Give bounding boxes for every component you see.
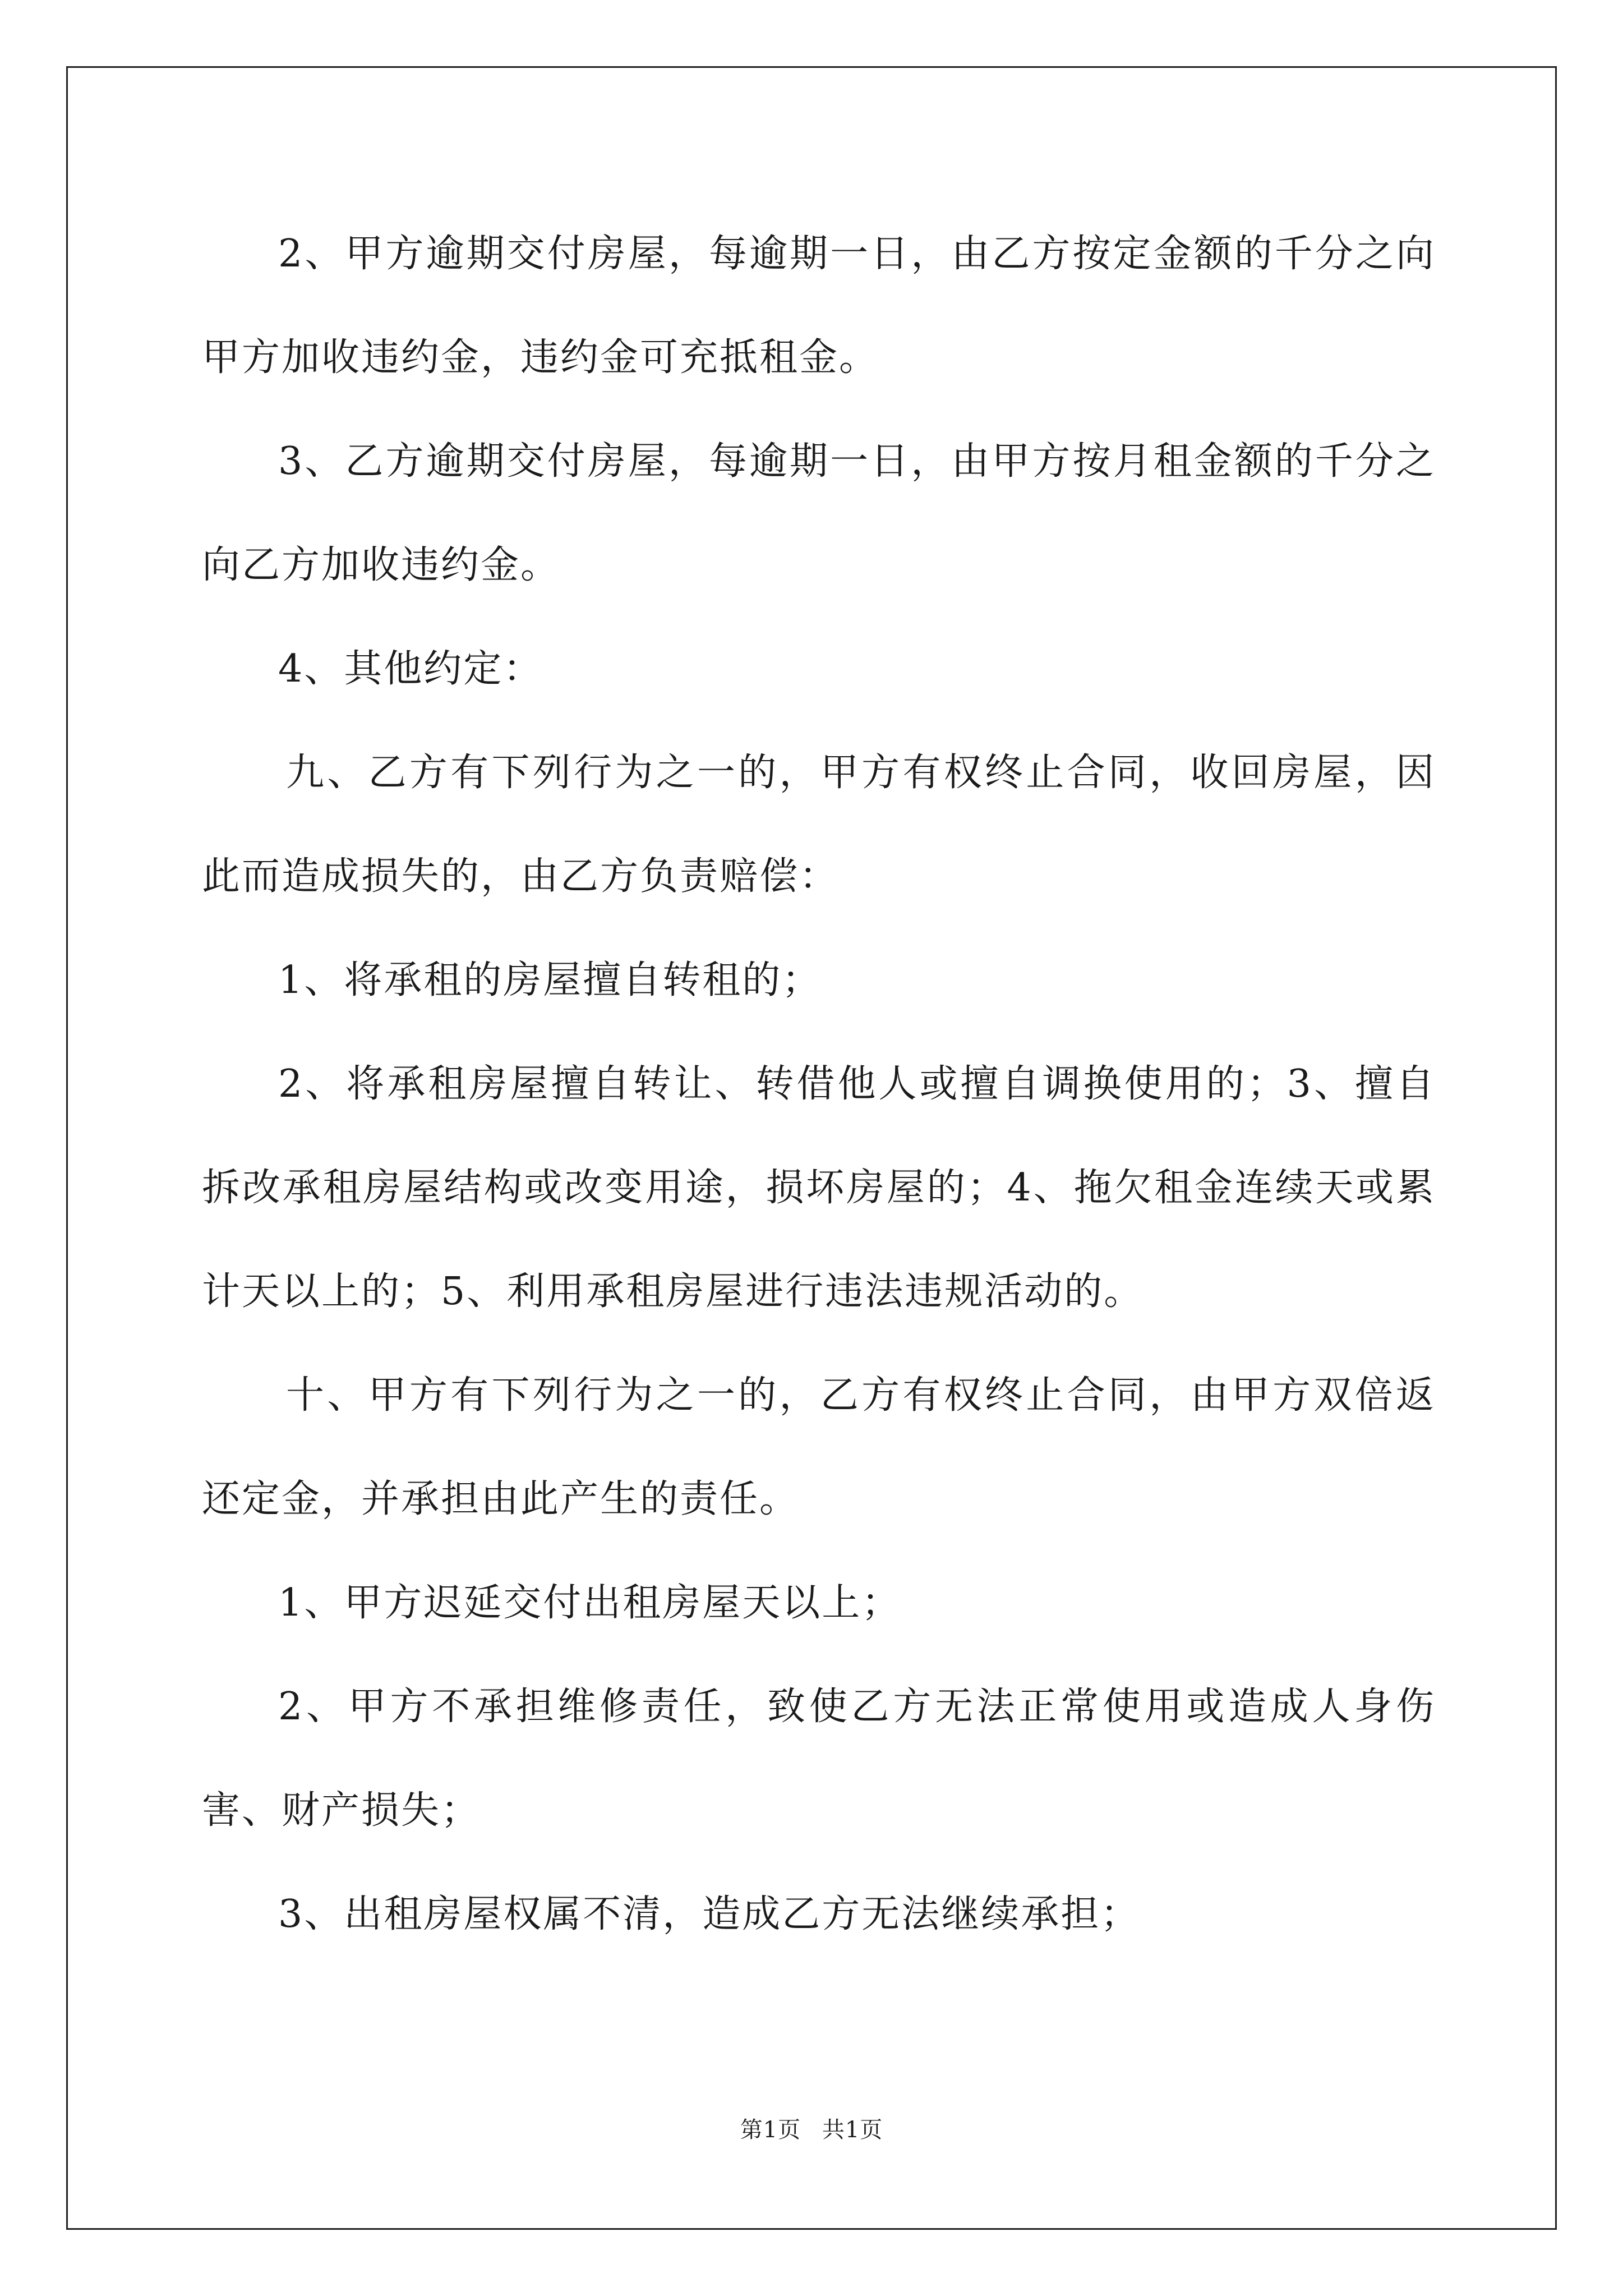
paragraph-10: 3、出租房屋权属不清，造成乙方无法继续承担； [278, 1892, 1141, 1936]
paragraph-1: 2、甲方逾期交付房屋，每逾期一日，由乙方按定金额的千分之向甲方加收违约金，违约金可充抵租金。 [202, 232, 1436, 380]
paragraph-4: 九、乙方有下列行为之一的，甲方有权终止合同，收回房屋，因此而造成损失的，由乙方负责赔偿： [202, 751, 1436, 899]
page-total: 共1页 [822, 2117, 883, 2143]
paragraph-8: 1、甲方迟延交付出租房屋天以上； [278, 1581, 902, 1625]
paragraph-6: 2、将承租房屋擅自转让、转借他人或擅自调换使用的；3、擅自拆改承租房屋结构或改变用途，损坏房屋的；4、拖欠租金连续天或累计天以上的；5、利用承租房屋进行违法违规活动的。 [202, 1062, 1436, 1314]
paragraph-3: 4、其他约定： [278, 647, 543, 691]
document-body [202, 202, 1436, 1966]
paragraph-7: 十、甲方有下列行为之一的，乙方有权终止合同，由甲方双倍返还定金，并承担由此产生的责任。 [202, 1373, 1436, 1521]
paragraph-2: 3、乙方逾期交付房屋，每逾期一日，由甲方按月租金额的千分之向乙方加收违约金。 [202, 439, 1436, 587]
paragraph-9: 2、甲方不承担维修责任，致使乙方无法正常使用或造成人身伤害、财产损失； [202, 1685, 1436, 1833]
page-footer [0, 2112, 1623, 2144]
paragraph-5: 1、将承租的房屋擅自转租的； [278, 958, 822, 1002]
page-number: 第1页 [740, 2117, 801, 2143]
